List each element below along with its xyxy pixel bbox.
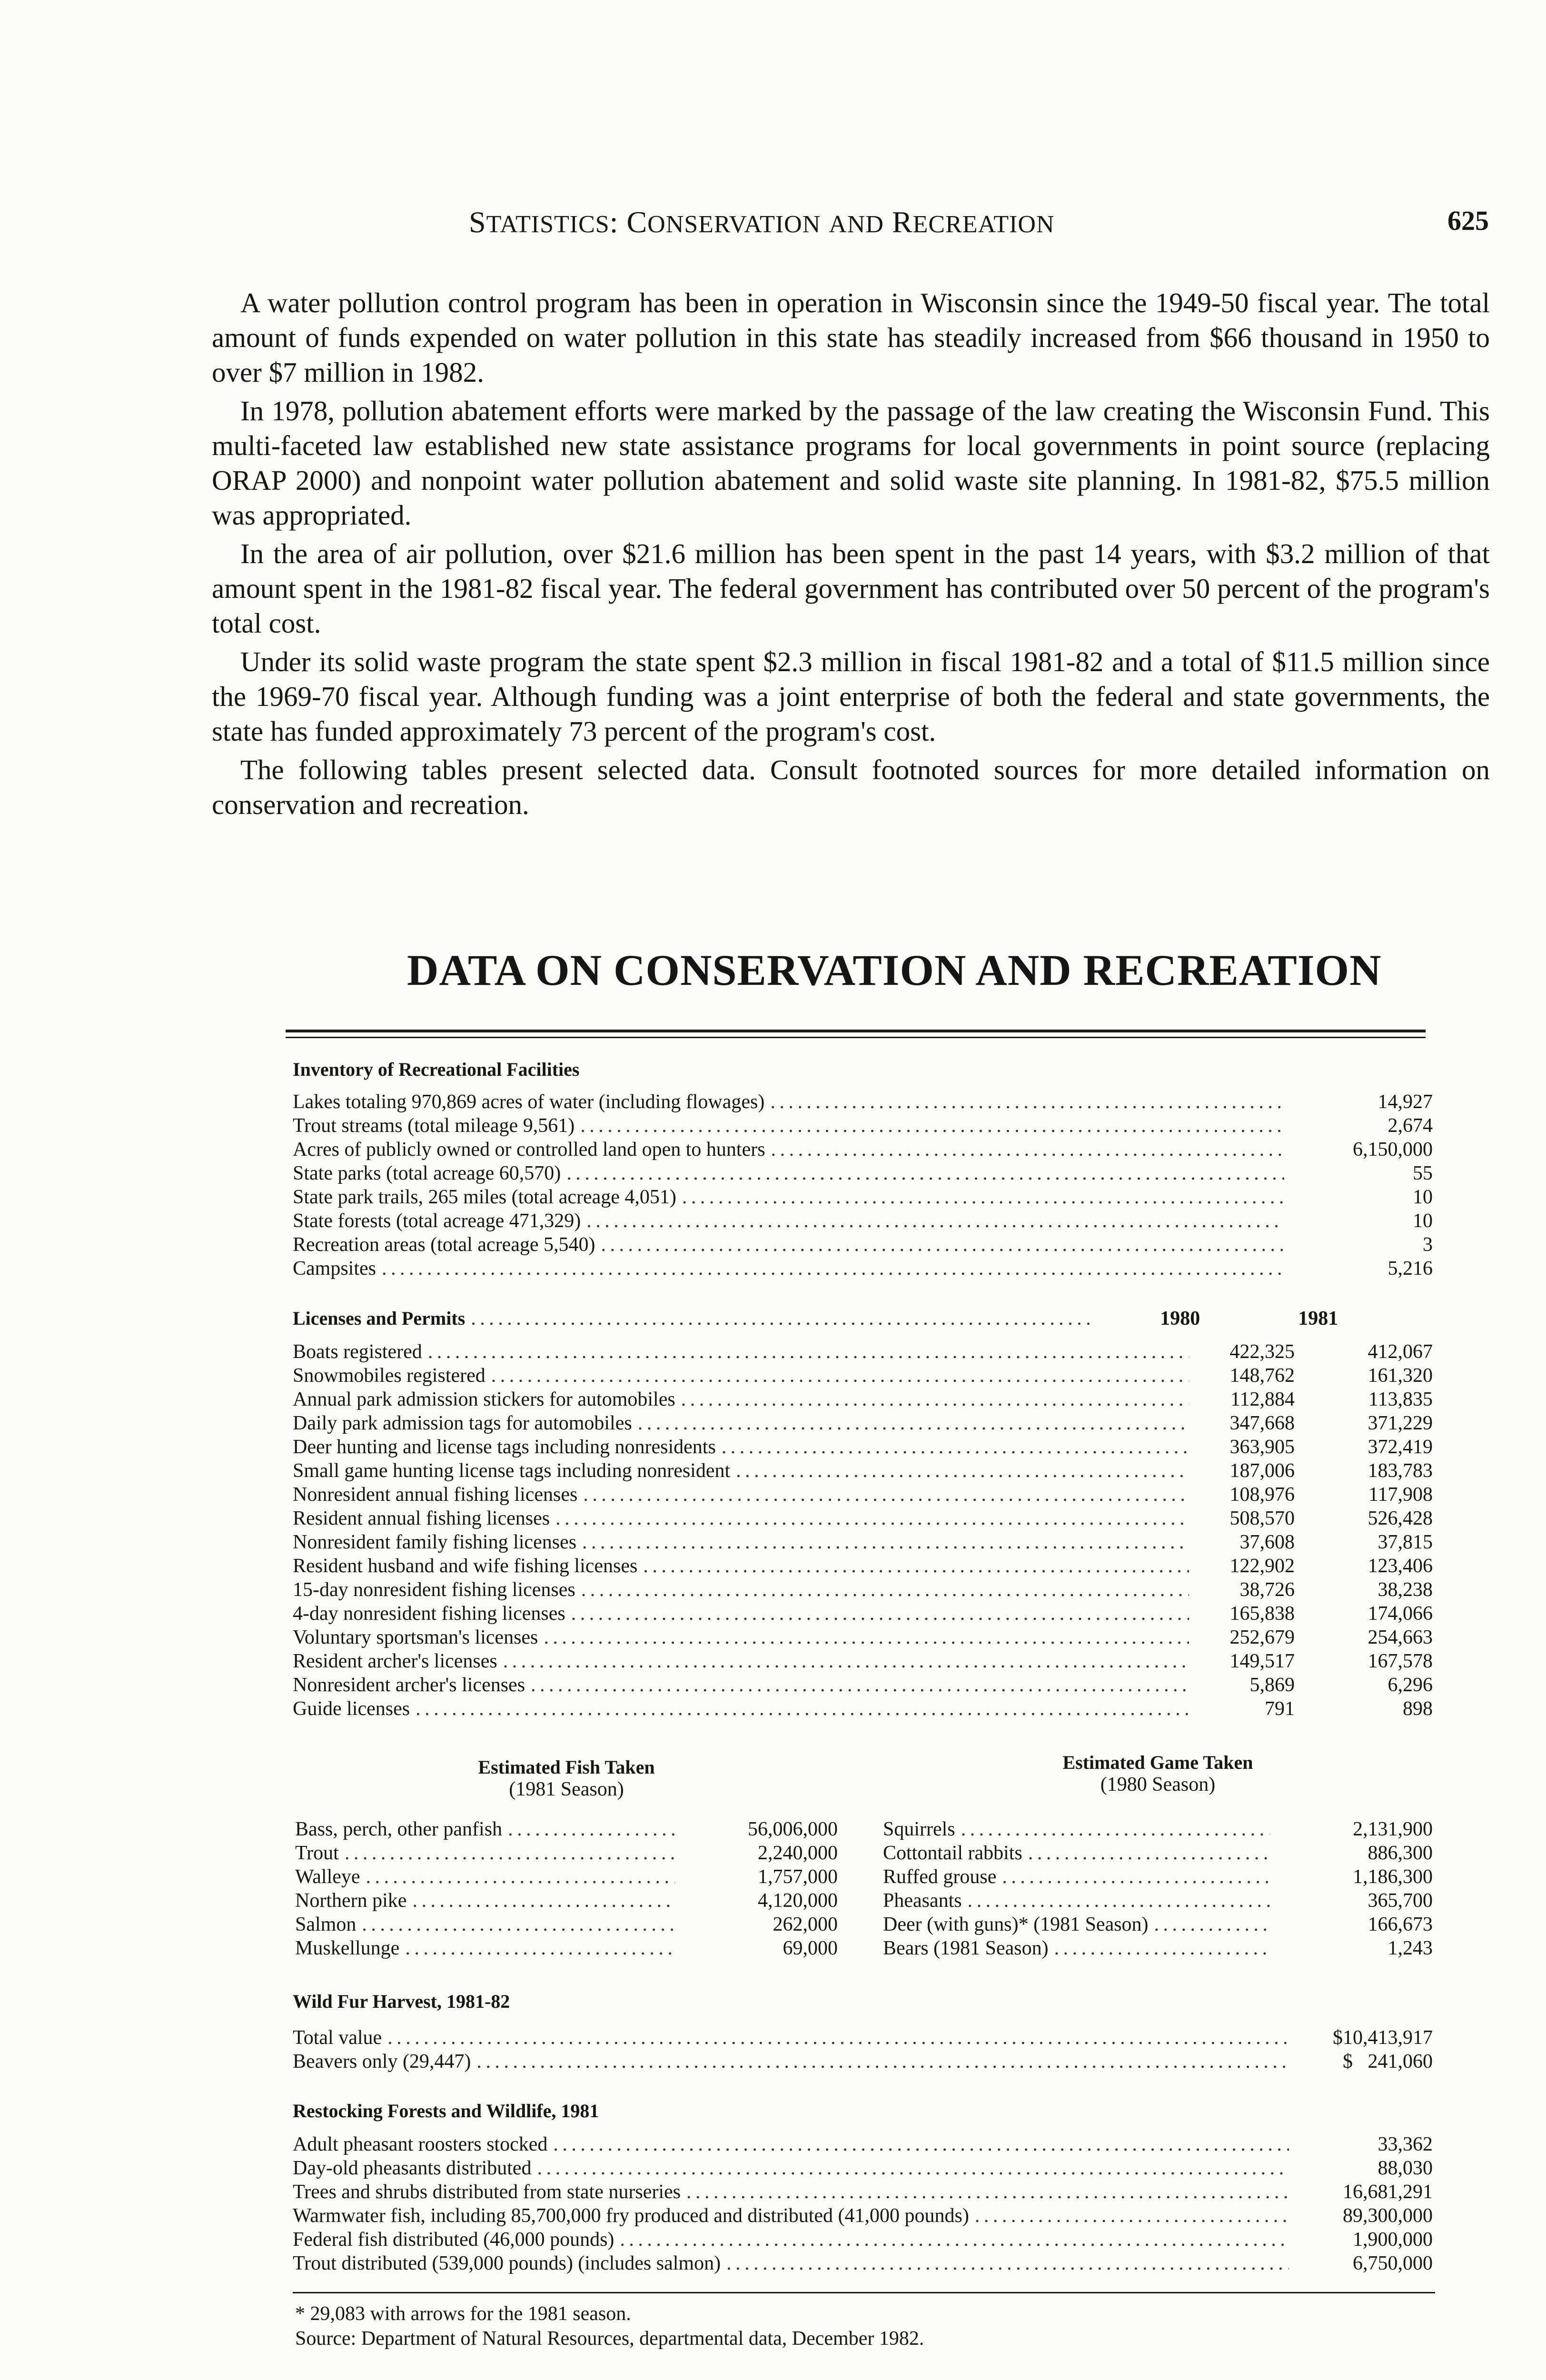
table-row: [293, 1530, 1433, 1554]
table-row: [293, 2026, 1433, 2050]
table-row: [293, 1483, 1433, 1507]
row-value: 4,120,000: [758, 1890, 838, 1912]
value-1980: 108,976: [1229, 1484, 1295, 1506]
table-row: [293, 2251, 1433, 2275]
row-label: 4-day nonresident fishing licenses: [293, 1603, 565, 1625]
running-header: [469, 205, 1055, 240]
row-label: Snowmobiles registered: [293, 1365, 486, 1387]
table-row: [293, 1161, 1433, 1185]
row-label: Total value: [293, 2027, 382, 2049]
game-season: (1980 Season): [1100, 1774, 1216, 1795]
row-label: Deer (with guns)* (1981 Season): [883, 1914, 1149, 1935]
value-1981: 371,229: [1368, 1412, 1433, 1434]
table-row: [295, 1913, 838, 1936]
table-row: [883, 1841, 1433, 1865]
leader-dots: [1154, 1913, 1270, 1936]
row-label: Muskellunge: [295, 1937, 400, 1959]
row-label: Day-old pheasants distributed: [293, 2157, 532, 2179]
row-value: 166,673: [1368, 1914, 1433, 1935]
table-row: [293, 1554, 1433, 1578]
leader-dots: [681, 1388, 1189, 1411]
table-row: [293, 1138, 1433, 1161]
value-1980: 422,325: [1229, 1341, 1295, 1363]
leader-dots: [770, 1090, 1284, 1114]
leader-dots: [476, 2050, 1289, 2073]
table-row: [293, 2228, 1433, 2251]
leader-dots: [405, 1936, 675, 1960]
row-value: 1,900,000: [1353, 2229, 1433, 2251]
row-value: 3: [1423, 1234, 1433, 1256]
leader-dots: [682, 1185, 1284, 1209]
table-row: [295, 1817, 838, 1841]
inventory-heading: Inventory of Recreational Facilities: [293, 1059, 580, 1080]
table-row: [883, 1913, 1433, 1936]
table-row: [293, 1626, 1433, 1649]
value-1980: 5,869: [1249, 1674, 1295, 1696]
leader-dots: [638, 1411, 1189, 1435]
header-letter: C: [626, 205, 648, 239]
leader-dots: [736, 1459, 1189, 1483]
row-label: Trout: [295, 1842, 339, 1864]
table-row: [293, 1340, 1433, 1364]
table-row: [293, 2180, 1433, 2204]
value-1980: 187,006: [1229, 1460, 1295, 1482]
leader-dots: [387, 2026, 1289, 2050]
table-row: [293, 1114, 1433, 1138]
table-row: [293, 1602, 1433, 1626]
restocking-rows: [293, 2132, 1433, 2275]
row-value: 262,000: [773, 1914, 838, 1935]
leader-dots: [726, 2251, 1289, 2275]
game-table: [883, 1752, 1433, 1960]
value-1980: 508,570: [1229, 1507, 1295, 1529]
leader-dots: [382, 1257, 1284, 1280]
license-rows: [293, 1340, 1433, 1721]
leader-dots: [362, 1913, 675, 1936]
row-value: 10: [1413, 1186, 1433, 1208]
row-value: 6,750,000: [1353, 2252, 1433, 2274]
row-value: 2,131,900: [1353, 1818, 1433, 1840]
header-word: AND: [829, 211, 884, 238]
restocking-heading: Restocking Forests and Wildlife, 1981: [293, 2100, 599, 2122]
col-1980: 1980: [1160, 1308, 1200, 1329]
fur-rows: [293, 2026, 1433, 2073]
leader-dots: [968, 1889, 1270, 1913]
leader-dots: [508, 1817, 675, 1841]
leader-dots: [975, 2204, 1289, 2228]
value-1980: 149,517: [1229, 1650, 1295, 1672]
row-label: Lakes totaling 970,869 acres of water (including flowages): [293, 1091, 765, 1113]
row-value: 2,240,000: [758, 1842, 838, 1864]
table-row: [293, 1411, 1433, 1435]
table-row: [293, 1459, 1433, 1483]
table-row: [293, 1257, 1433, 1280]
value-1980: 252,679: [1229, 1626, 1295, 1648]
value-1980: 37,608: [1239, 1531, 1295, 1553]
header-colon: :: [609, 205, 619, 239]
row-value: 1,243: [1387, 1937, 1433, 1959]
table-row: [293, 2132, 1433, 2156]
row-label: State park trails, 265 miles (total acreage 4,051): [293, 1186, 676, 1208]
top-rule: [286, 1030, 1426, 1032]
row-label: Campsites: [293, 1258, 376, 1279]
header-word: ECREATION: [912, 211, 1055, 238]
row-label: Trout streams (total mileage 9,561): [293, 1115, 575, 1137]
row-label: Ruffed grouse: [883, 1866, 997, 1888]
value-1980: 122,902: [1229, 1555, 1295, 1577]
value-1981: 412,067: [1368, 1341, 1433, 1363]
row-label: Resident annual fishing licenses: [293, 1507, 550, 1529]
leader-dots: [686, 2180, 1289, 2204]
row-label: Deer hunting and license tags including nonresidents: [293, 1436, 716, 1458]
table-row: [295, 1936, 838, 1960]
table-row: [293, 2156, 1433, 2180]
licenses-header-row: [293, 1307, 1433, 1330]
licenses-table: [293, 1307, 1433, 1721]
leader-dots: [537, 2156, 1289, 2180]
table-row: [883, 1817, 1433, 1841]
value-1981: 123,406: [1368, 1555, 1433, 1577]
intro-paragraph: In the area of air pollution, over $21.6 million has been spent in the past 14 years, with $3.2 million of that amount spent in the 1981-82 fiscal year. The federal government has contributed over 50 percent of the program's total cost.: [212, 538, 1490, 639]
table-row: [883, 1889, 1433, 1913]
row-value: 14,927: [1378, 1091, 1433, 1113]
leader-dots: [416, 1697, 1189, 1721]
table-row: [293, 1209, 1433, 1233]
row-value: 56,006,000: [748, 1818, 838, 1840]
row-label: Federal fish distributed (46,000 pounds): [293, 2229, 614, 2251]
row-label: State forests (total acreage 471,329): [293, 1210, 581, 1232]
row-label: Warmwater fish, including 85,700,000 fry produced and distributed (41,000 pounds): [293, 2205, 969, 2227]
header-word: TATISTICS: [486, 211, 610, 238]
table-row: [295, 1889, 838, 1913]
intro-paragraph: The following tables present selected data. Consult footnoted sources for more detailed information on conservation and recreation.: [212, 754, 1490, 820]
row-label: Voluntary sportsman's licenses: [293, 1626, 538, 1648]
row-value: 16,681,291: [1343, 2181, 1433, 2203]
fish-heading: Estimated Fish Taken: [478, 1756, 655, 1778]
value-1981: 167,578: [1368, 1650, 1433, 1672]
table-row: [293, 1507, 1433, 1530]
inventory-table: [293, 1058, 1433, 1280]
col-1981: 1981: [1298, 1308, 1338, 1329]
row-value: $ 241,060: [1343, 2051, 1433, 2073]
inventory-rows: [293, 1090, 1433, 1280]
value-1980: 38,726: [1239, 1579, 1295, 1601]
leader-dots: [531, 1673, 1189, 1697]
row-label: Adult pheasant roosters stocked: [293, 2133, 548, 2155]
value-1981: 174,066: [1368, 1603, 1433, 1625]
value-1980: 363,905: [1229, 1436, 1295, 1458]
header-letter: R: [892, 205, 913, 239]
value-1980: 347,668: [1229, 1412, 1295, 1434]
leader-dots: [581, 1578, 1189, 1602]
table-row: [293, 1364, 1433, 1388]
row-value: 6,150,000: [1353, 1139, 1433, 1160]
row-label: Northern pike: [295, 1890, 407, 1912]
row-label: Walleye: [295, 1866, 360, 1888]
row-label: Daily park admission tags for automobiles: [293, 1412, 632, 1434]
table-row: [293, 1673, 1433, 1697]
table-row: [293, 1185, 1433, 1209]
table-row: [883, 1865, 1433, 1889]
leader-dots: [586, 1209, 1284, 1233]
table-row: [293, 1578, 1433, 1602]
value-1980: 791: [1265, 1698, 1295, 1720]
value-1981: 37,815: [1378, 1531, 1433, 1553]
value-1981: 254,663: [1368, 1626, 1433, 1648]
leader-dots: [582, 1530, 1189, 1554]
leader-dots: [366, 1865, 675, 1889]
value-1981: 526,428: [1368, 1507, 1433, 1529]
restocking-table: [293, 2099, 1433, 2275]
table-row: [883, 1936, 1433, 1960]
value-1981: 113,835: [1368, 1388, 1433, 1410]
leader-dots: [544, 1626, 1189, 1649]
row-value: 55: [1413, 1162, 1433, 1184]
row-value: 88,030: [1378, 2157, 1433, 2179]
table-row: [293, 2204, 1433, 2228]
row-value: $10,413,917: [1333, 2027, 1433, 2049]
footnote-source: Source: Department of Natural Resources, departmental data, December 1982.: [295, 2328, 924, 2350]
row-label: Nonresident annual fishing licenses: [293, 1484, 578, 1506]
value-1981: 161,320: [1368, 1365, 1433, 1387]
fish-season: (1981 Season): [509, 1778, 624, 1800]
game-rows: [883, 1817, 1433, 1960]
value-1981: 6,296: [1387, 1674, 1433, 1696]
table-row: [293, 1649, 1433, 1673]
row-label: Nonresident family fishing licenses: [293, 1531, 577, 1553]
row-value: 886,300: [1368, 1842, 1433, 1864]
table-row: [293, 1435, 1433, 1459]
section-title: DATA ON CONSERVATION AND RECREATION: [407, 946, 1382, 994]
table-row: [293, 1697, 1433, 1721]
row-label: Bass, perch, other panfish: [295, 1818, 503, 1840]
value-1981: 38,238: [1378, 1579, 1433, 1601]
row-value: 5,216: [1387, 1258, 1433, 1279]
fur-table: [293, 1990, 1433, 2073]
row-label: Trout distributed (539,000 pounds) (includes salmon): [293, 2252, 721, 2274]
row-label: Trees and shrubs distributed from state nurseries: [293, 2181, 681, 2203]
page-number: 625: [1447, 205, 1489, 236]
row-value: 33,362: [1378, 2133, 1433, 2155]
row-value: 1,186,300: [1353, 1866, 1433, 1888]
row-label: Small game hunting license tags including nonresident: [293, 1460, 731, 1482]
intro-paragraph: A water pollution control program has been in operation in Wisconsin since the 1949-50 fiscal year. The total amount of funds expended on water pollution in this state has steadily increased from $66 thousand in 1950 to over $7 million in 1982.: [212, 287, 1490, 388]
row-value: 69,000: [783, 1937, 838, 1959]
leader-dots: [1028, 1841, 1270, 1865]
row-label: Annual park admission stickers for automobiles: [293, 1388, 675, 1410]
footnote-asterisk: * 29,083 with arrows for the 1981 season.: [295, 2303, 631, 2325]
row-label: Pheasants: [883, 1890, 962, 1912]
row-label: State parks (total acreage 60,570): [293, 1162, 561, 1184]
leader-dots: [503, 1649, 1189, 1673]
value-1981: 898: [1403, 1698, 1433, 1720]
row-label: Bears (1981 Season): [883, 1937, 1049, 1959]
leader-dots: [428, 1340, 1189, 1364]
intro-text: [212, 286, 1490, 826]
leader-dots: [1002, 1865, 1270, 1889]
row-value: 365,700: [1368, 1890, 1433, 1912]
row-value: 89,300,000: [1343, 2205, 1433, 2227]
leader-dots: [571, 1602, 1189, 1626]
header-letter: S: [469, 205, 486, 239]
leader-dots: [412, 1889, 675, 1913]
table-row: [293, 1090, 1433, 1114]
leader-dots: [566, 1161, 1284, 1185]
leader-dots: [555, 1507, 1189, 1530]
leader-dots: [771, 1138, 1284, 1161]
value-1981: 117,908: [1368, 1484, 1433, 1506]
value-1980: 112,884: [1230, 1388, 1295, 1410]
licenses-heading: Licenses and Permits: [293, 1308, 466, 1329]
value-1981: 183,783: [1368, 1460, 1433, 1482]
game-heading: Estimated Game Taken: [1062, 1752, 1253, 1773]
row-label: Beavers only (29,447): [293, 2051, 471, 2073]
row-label: Resident husband and wife fishing licenses: [293, 1555, 638, 1577]
leader-dots: [583, 1483, 1189, 1507]
table-row: [293, 1233, 1433, 1257]
row-value: 2,674: [1387, 1115, 1433, 1137]
fish-table: [295, 1756, 838, 1960]
leader-dots: [345, 1841, 675, 1865]
table-row: [293, 1388, 1433, 1411]
row-label: Acres of publicly owned or controlled land open to hunters: [293, 1139, 765, 1160]
leader-dots: [620, 2228, 1289, 2251]
row-label: Salmon: [295, 1914, 357, 1935]
bottom-rule: [293, 2292, 1435, 2293]
leader-dots: [580, 1114, 1284, 1138]
fish-rows: [295, 1817, 838, 1960]
leader-dots: [601, 1233, 1284, 1257]
fur-heading: Wild Fur Harvest, 1981-82: [293, 1991, 510, 2012]
top-rule-thin: [286, 1037, 1426, 1038]
row-label: 15-day nonresident fishing licenses: [293, 1579, 575, 1601]
leader-dots: [722, 1435, 1189, 1459]
row-label: Squirrels: [883, 1818, 955, 1840]
row-label: Cottontail rabbits: [883, 1842, 1022, 1864]
table-row: [295, 1865, 838, 1889]
value-1980: 165,838: [1229, 1603, 1295, 1625]
leader-dots: [471, 1307, 1094, 1330]
row-label: Boats registered: [293, 1341, 422, 1363]
table-row: [293, 2050, 1433, 2073]
header-word: ONSERVATION: [647, 211, 821, 238]
leader-dots: [491, 1364, 1189, 1388]
row-label: Nonresident archer's licenses: [293, 1674, 525, 1696]
row-label: Resident archer's licenses: [293, 1650, 497, 1672]
row-value: 1,757,000: [758, 1866, 838, 1888]
value-1980: 148,762: [1229, 1365, 1295, 1387]
table-row: [295, 1841, 838, 1865]
leader-dots: [961, 1817, 1270, 1841]
leader-dots: [553, 2132, 1289, 2156]
value-1981: 372,419: [1368, 1436, 1433, 1458]
leader-dots: [1054, 1936, 1270, 1960]
row-value: 10: [1413, 1210, 1433, 1232]
intro-paragraph: In 1978, pollution abatement efforts were marked by the passage of the law creating the Wisconsin Fund. This multi-faceted law established new state assistance programs for local governments in point source (replacing ORAP 2000) and nonpoint water pollution abatement and solid waste site planning. In 1981-82, $75.5 million was appropriated.: [212, 395, 1490, 531]
intro-paragraph: Under its solid waste program the state spent $2.3 million in fiscal 1981-82 and a total of $11.5 million since the 1969-70 fiscal year. Although funding was a joint enterprise of both the federal and state governments, the state has funded approximately 73 percent of the program's cost.: [212, 646, 1490, 747]
leader-dots: [643, 1554, 1189, 1578]
row-label: Recreation areas (total acreage 5,540): [293, 1234, 595, 1256]
row-label: Guide licenses: [293, 1698, 410, 1720]
